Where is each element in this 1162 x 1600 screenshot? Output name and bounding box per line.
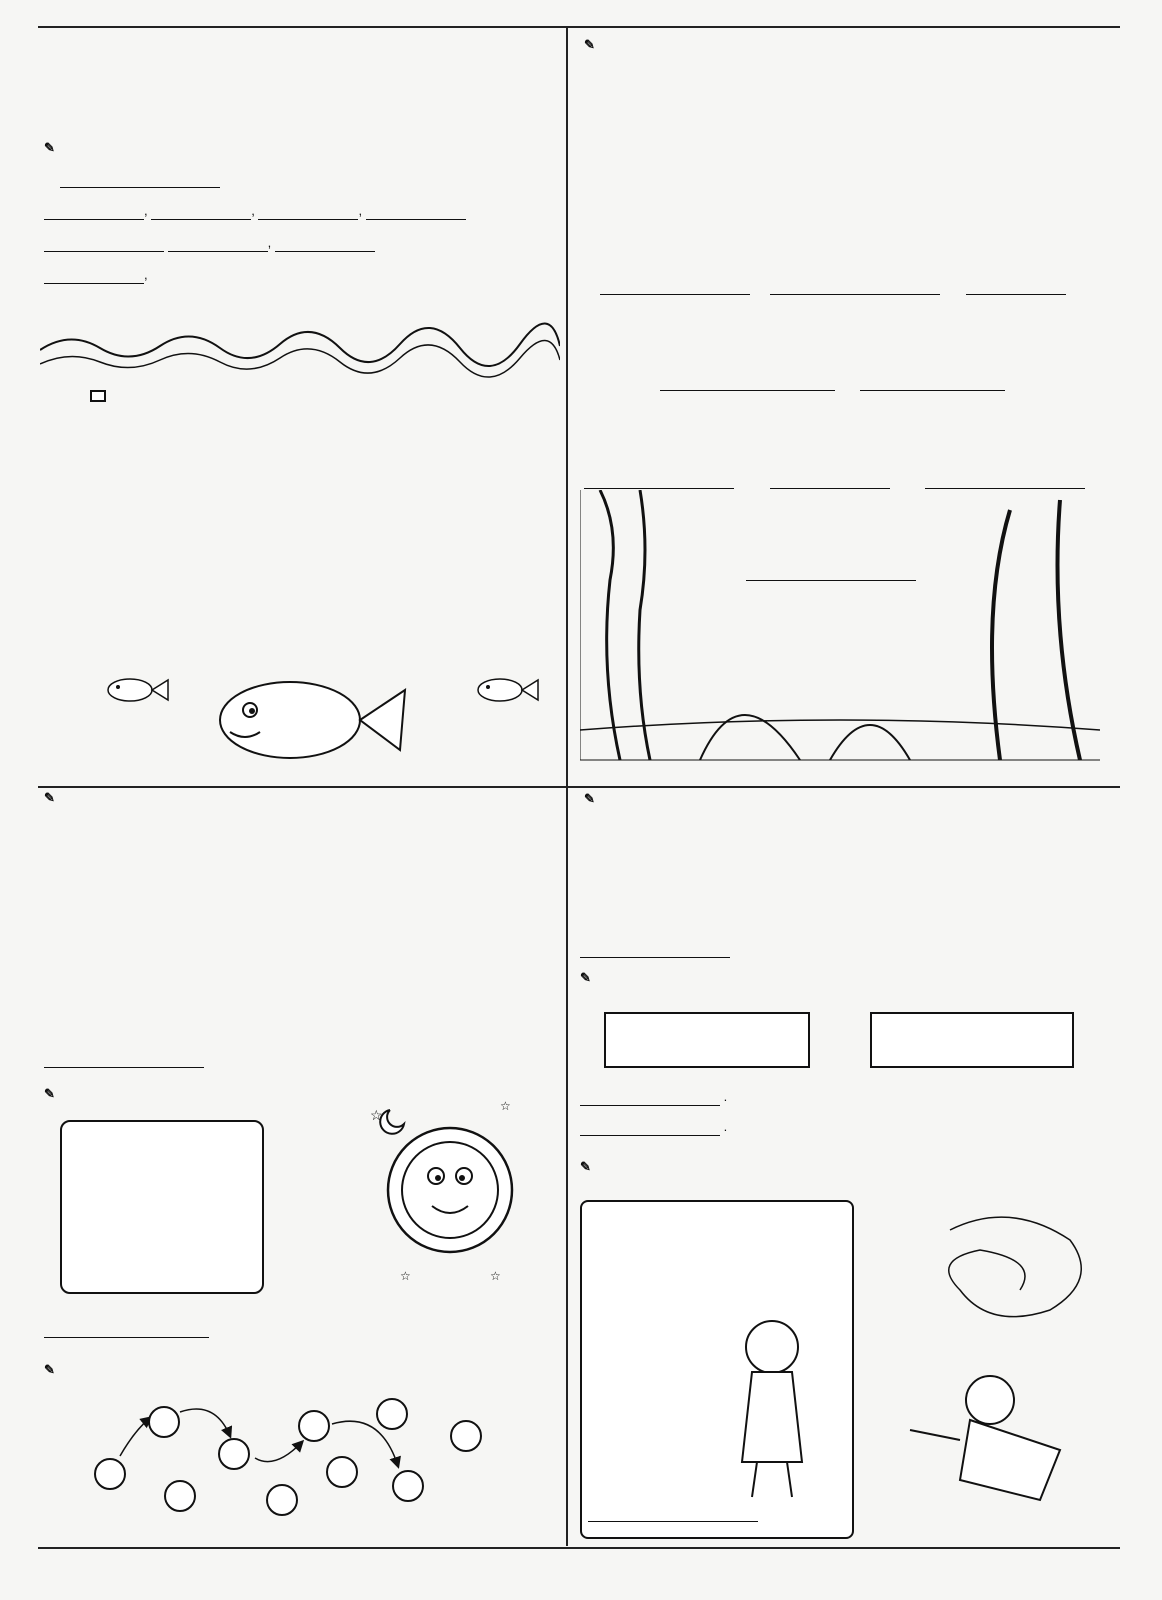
answer-blank[interactable]	[660, 376, 835, 391]
pencil-icon: ✎	[44, 1086, 55, 1101]
answer-blank[interactable]	[580, 1091, 720, 1106]
answer-blank[interactable]	[44, 1323, 209, 1338]
pencil-icon: ✎	[584, 791, 595, 806]
circle-letter	[376, 1398, 408, 1430]
svg-text:☆: ☆	[370, 1107, 383, 1123]
sentence2: ,	[44, 234, 375, 252]
pencil-icon: ✎	[44, 790, 55, 805]
answer-blank[interactable]	[860, 376, 1005, 391]
answer-blank[interactable]	[966, 280, 1066, 295]
circle-letter	[218, 1438, 250, 1470]
pencil-icon: ✎	[44, 1362, 55, 1377]
mirror-word-1	[604, 1012, 810, 1068]
answer-blank[interactable]	[584, 474, 734, 489]
scramble-box	[580, 1200, 854, 1539]
instruction	[44, 140, 59, 156]
answer-line	[44, 1050, 204, 1068]
answer-blank[interactable]	[44, 205, 144, 220]
answer-line	[588, 1504, 758, 1522]
answer-blank[interactable]	[580, 943, 730, 958]
answer-blank[interactable]	[588, 1507, 758, 1522]
pencil-icon: ✎	[580, 1159, 591, 1174]
instruction2	[44, 1086, 59, 1102]
ozone-sentence	[44, 1320, 209, 1338]
forest-illustration	[580, 490, 1100, 780]
instruction2	[580, 970, 595, 986]
wordsearch-grid	[90, 390, 106, 402]
answer-line	[580, 940, 730, 958]
answer-blank[interactable]	[44, 269, 144, 284]
circle-letter	[450, 1420, 482, 1452]
quadrant-gas-puzzles	[580, 790, 1120, 1550]
sentence1	[60, 170, 220, 188]
quadrant-wordsearch	[40, 30, 560, 785]
earth-illustration	[360, 1090, 530, 1290]
instruction3	[580, 1158, 1110, 1175]
circle-letter	[94, 1458, 126, 1490]
waves-illustration	[40, 320, 560, 380]
question-2: .	[580, 1118, 727, 1136]
circle-letter	[148, 1406, 180, 1438]
answer-blank[interactable]	[44, 237, 164, 252]
girl-drawing-illustration	[870, 1200, 1110, 1535]
top-border	[38, 26, 1120, 28]
answer-blank[interactable]	[258, 205, 358, 220]
circle-letter	[266, 1484, 298, 1516]
answer-blank[interactable]	[580, 1121, 720, 1136]
pencil-icon: ✎	[580, 970, 591, 985]
horizontal-divider	[38, 786, 1120, 788]
answer-blank[interactable]	[44, 1053, 204, 1068]
answer-blank[interactable]	[366, 205, 466, 220]
girl-illustration	[712, 1312, 842, 1502]
instruction3	[44, 1362, 59, 1378]
svg-text:☆: ☆	[400, 1269, 411, 1283]
pencil-icon: ✎	[584, 37, 595, 52]
circle-letter	[326, 1456, 358, 1488]
answer-blank[interactable]	[168, 237, 268, 252]
instruction	[584, 36, 1104, 53]
mirror-word-2	[870, 1012, 1074, 1068]
answer-blank[interactable]	[151, 205, 251, 220]
answer-blank[interactable]	[770, 474, 890, 489]
question-1: .	[580, 1088, 727, 1106]
svg-text:☆: ☆	[490, 1269, 501, 1283]
fish-icon	[210, 670, 410, 770]
circle-letter	[392, 1470, 424, 1502]
answer-blank[interactable]	[925, 474, 1085, 489]
answer-blank[interactable]	[770, 280, 940, 295]
answer-blank[interactable]	[60, 173, 220, 188]
scramble-box	[60, 1120, 264, 1294]
sentence2-cont: ,	[44, 266, 148, 284]
pencil-icon: ✎	[44, 140, 55, 155]
quadrant-snake-letters	[40, 790, 560, 1550]
circle-letter	[298, 1410, 330, 1442]
sentence1-cont: , , ,	[44, 202, 466, 220]
answer-blank[interactable]	[275, 237, 375, 252]
small-fish-icon	[470, 670, 540, 710]
quadrant-symbol-code	[580, 30, 1120, 785]
small-fish-icon	[100, 670, 170, 710]
instruction1	[44, 790, 59, 806]
circle-letter	[164, 1480, 196, 1512]
instruction1	[584, 790, 1114, 807]
svg-text:☆: ☆	[500, 1099, 511, 1113]
answer-blank[interactable]	[600, 280, 750, 295]
